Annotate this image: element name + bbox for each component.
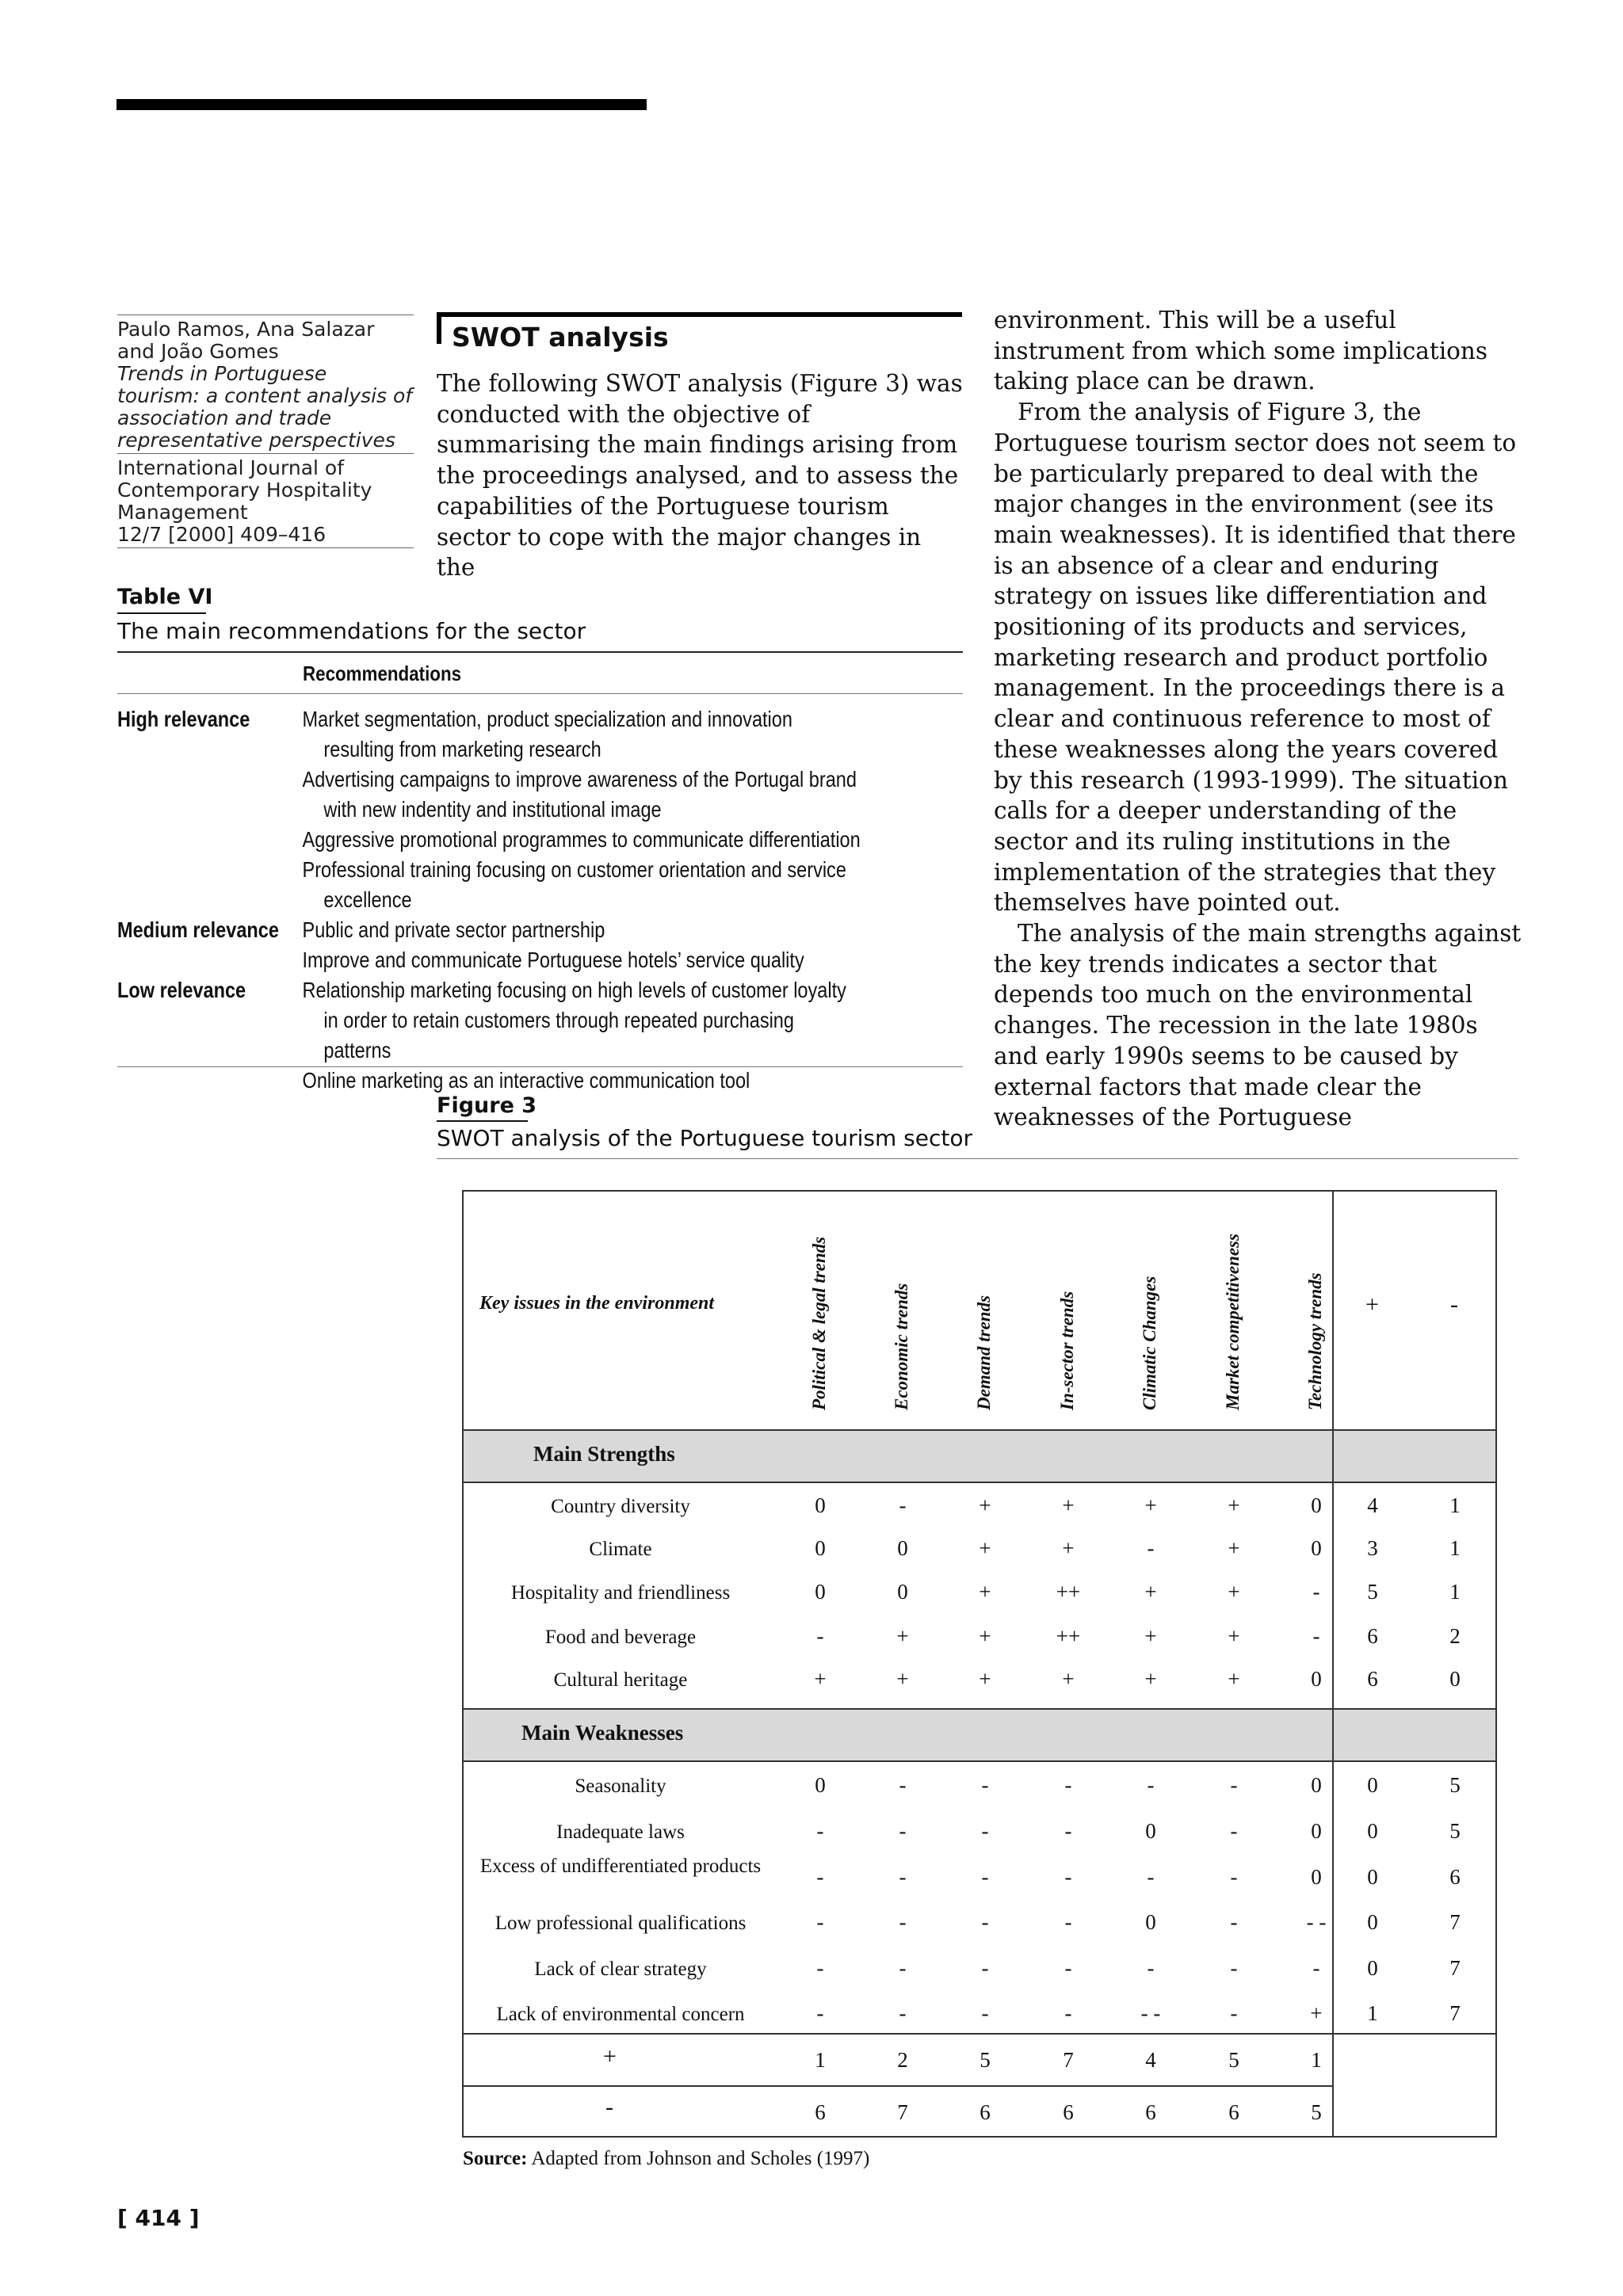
- minus-count: 1: [1449, 1580, 1461, 1604]
- row-label: Inadequate laws: [556, 1821, 685, 1843]
- recommendation: Aggressive promotional programmes to communicate differentiation: [302, 827, 861, 852]
- matrix-cell: -: [1064, 1773, 1072, 1797]
- column-header-trend: Economic trends: [892, 1283, 911, 1410]
- relevance-level: Low relevance: [117, 978, 246, 1002]
- matrix-cell: -: [981, 1910, 989, 1934]
- plus-count: 4: [1367, 1493, 1378, 1517]
- matrix-cell: 0: [815, 1536, 826, 1560]
- matrix-cell: -: [1064, 1956, 1072, 1980]
- authors: Paulo Ramos, Ana Salazar and João Gomes: [117, 318, 375, 363]
- matrix-cell: +: [1228, 1536, 1240, 1560]
- total-plus-cell: 5: [1228, 2048, 1239, 2072]
- matrix-cell: -: [981, 1773, 989, 1797]
- total-plus-cell: 1: [815, 2048, 826, 2072]
- matrix-cell: -: [1230, 1956, 1238, 1980]
- matrix-rule: [462, 1760, 1497, 1762]
- matrix-cell: 0: [1311, 1493, 1322, 1517]
- matrix-cell: -: [981, 1819, 989, 1843]
- matrix-cell: -: [816, 2001, 824, 2025]
- matrix-cell: 0: [1145, 1819, 1156, 1843]
- matrix-cell: ++: [1056, 1624, 1081, 1648]
- relevance-level: High relevance: [117, 707, 250, 731]
- plus-count: 1: [1367, 2001, 1378, 2025]
- recommendation: Relationship marketing focusing on high levels of customer loyalty in order to retain customers through repeated purchasing patterns: [302, 978, 846, 1062]
- table-rule: [117, 651, 963, 653]
- matrix-cell: +: [1144, 1580, 1157, 1604]
- matrix-cell: -: [981, 2001, 989, 2025]
- matrix-cell: +: [1144, 1667, 1157, 1691]
- paragraph: The analysis of the main strengths against the key trends indicates a sector that depends too much on the environmental changes. The recession in the late 1980s and early 1990s seems to be caused by external factors that made clear the weaknesses of the Portuguese: [994, 920, 1522, 1131]
- matrix-cell: ++: [1056, 1580, 1081, 1604]
- source-text: Adapted from Johnson and Scholes (1997): [527, 2148, 870, 2169]
- matrix-cell: +: [1228, 1624, 1240, 1648]
- matrix-cell: +: [979, 1624, 991, 1648]
- row-label: Country diversity: [551, 1496, 690, 1517]
- plus-count: 6: [1367, 1624, 1378, 1648]
- table-label-underline: [117, 612, 206, 614]
- matrix-cell: -: [1147, 1865, 1155, 1889]
- table-row: [117, 704, 863, 915]
- matrix-cell: -: [1230, 1773, 1238, 1797]
- recommendation: Improve and communicate Portuguese hotels’ service quality: [302, 948, 804, 972]
- plus-column-header: +: [1365, 1291, 1379, 1318]
- figure-source: [463, 2147, 869, 2171]
- matrix-cell: -: [981, 1865, 989, 1889]
- matrix-cell: +: [1228, 1667, 1240, 1691]
- total-minus-cell: 7: [897, 2100, 908, 2124]
- total-minus-cell: 5: [1311, 2100, 1322, 2124]
- recommendation: Market segmentation, product specialization and innovation resulting from marketing research: [302, 707, 792, 761]
- matrix-cell: +: [814, 1667, 827, 1691]
- recommendation: Professional training focusing on customer orientation and service excellence: [302, 857, 846, 912]
- key-issues-label: Key issues in the environment: [479, 1293, 715, 1314]
- matrix-cell: -: [816, 1956, 824, 1980]
- plus-count: 3: [1367, 1536, 1378, 1560]
- matrix-cell: -: [1230, 1910, 1238, 1934]
- matrix-cell: +: [979, 1536, 991, 1560]
- middle-column-text: [437, 368, 964, 583]
- table-caption: The main recommendations for the sector: [117, 618, 586, 644]
- plus-count: 5: [1367, 1580, 1378, 1604]
- total-plus-cell: 7: [1063, 2048, 1074, 2072]
- minus-count: 7: [1449, 1956, 1461, 1980]
- matrix-cell: 0: [897, 1580, 908, 1604]
- matrix-cell: - -: [1140, 2001, 1161, 2025]
- row-label: Low professional qualifications: [495, 1913, 747, 1934]
- matrix-cell: -: [981, 1956, 989, 1980]
- totals-plus-label: +: [603, 2043, 617, 2069]
- total-minus-cell: 6: [1228, 2100, 1239, 2124]
- minus-count: 5: [1449, 1773, 1461, 1797]
- matrix-cell: -: [1147, 1536, 1155, 1560]
- row-label: Climate: [589, 1539, 652, 1560]
- article-title: Trends in Portuguese tourism: a content analysis of association and trade representative perspectives: [117, 362, 413, 452]
- plus-count: 0: [1367, 1865, 1378, 1889]
- matrix-cell: - -: [1306, 1910, 1327, 1934]
- total-minus-cell: 6: [1063, 2100, 1074, 2124]
- figure-caption: SWOT analysis of the Portuguese tourism sector: [437, 1125, 972, 1151]
- matrix-cell: 0: [815, 1773, 826, 1797]
- matrix-cell: -: [1064, 1819, 1072, 1843]
- matrix-cell: +: [1144, 1493, 1157, 1517]
- total-plus-cell: 1: [1311, 2048, 1322, 2072]
- minus-count: 6: [1449, 1865, 1461, 1889]
- row-label: Excess of undifferentiated products: [479, 1855, 762, 1877]
- figure-label: Figure 3: [437, 1093, 537, 1118]
- journal-issue: 12/7 [2000] 409–416: [117, 523, 327, 546]
- plus-count: 0: [1367, 1773, 1378, 1797]
- article-sidebar: [117, 313, 414, 551]
- matrix-cell: 0: [1311, 1819, 1322, 1843]
- matrix-cell: +: [896, 1667, 909, 1691]
- matrix-rule: [462, 2033, 1497, 2035]
- plus-count: 0: [1367, 1910, 1378, 1934]
- matrix-cell: 0: [815, 1493, 826, 1517]
- paragraph: The following SWOT analysis (Figure 3) was conducted with the objective of summarising the main findings arising from the proceedings analysed, and to assess the capabilities of the Portuguese tourism sector to cope with the major changes in the: [437, 370, 963, 582]
- matrix-cell: -: [1064, 1865, 1072, 1889]
- column-header-trend: Climatic Changes: [1140, 1276, 1159, 1410]
- table-rule: [117, 1066, 963, 1067]
- row-label: Cultural heritage: [553, 1669, 688, 1691]
- matrix-cell: -: [816, 1865, 824, 1889]
- matrix-cell: 0: [1311, 1773, 1322, 1797]
- matrix-cell: -: [899, 1910, 907, 1934]
- total-plus-cell: 5: [980, 2048, 991, 2072]
- row-label: Lack of clear strategy: [534, 1958, 707, 1980]
- row-label: Lack of environmental concern: [496, 2004, 745, 2025]
- matrix-cell: -: [1064, 1910, 1072, 1934]
- sidebar-rule: [117, 453, 414, 454]
- recommendation: Online marketing as an interactive communication tool: [302, 1068, 750, 1093]
- matrix-cell: -: [816, 1819, 824, 1843]
- matrix-cell: -: [1147, 1956, 1155, 1980]
- total-minus-cell: 6: [1145, 2100, 1156, 2124]
- matrix-cell: -: [1312, 1624, 1320, 1648]
- minus-count: 0: [1449, 1667, 1461, 1691]
- header-rule: [116, 99, 647, 110]
- row-label: Hospitality and friendliness: [510, 1582, 731, 1604]
- matrix-cell: -: [899, 1819, 907, 1843]
- row-label: Food and beverage: [544, 1627, 697, 1648]
- paragraph: environment. This will be a useful instrument from which some implications taking place can be drawn.: [994, 307, 1488, 395]
- matrix-cell: -: [1230, 1819, 1238, 1843]
- swot-matrix: [462, 1190, 1497, 2138]
- matrix-cell: -: [899, 1865, 907, 1889]
- column-header-trend: Political & legal trends: [809, 1236, 829, 1410]
- recommendation: Advertising campaigns to improve awareness of the Portugal brand with new indentity and institutional image: [302, 767, 857, 822]
- matrix-cell: 0: [1311, 1536, 1322, 1560]
- section-rule-tick: [437, 312, 441, 344]
- relevance-level: Medium relevance: [117, 917, 279, 942]
- matrix-cell: +: [1144, 1624, 1157, 1648]
- totals-minus-label: -: [605, 2094, 613, 2120]
- matrix-cell: +: [1062, 1493, 1075, 1517]
- matrix-cell: -: [899, 1956, 907, 1980]
- plus-count: 6: [1367, 1667, 1378, 1691]
- matrix-cell: 0: [1311, 1667, 1322, 1691]
- matrix-cell: +: [979, 1580, 991, 1604]
- table-row: [117, 915, 863, 975]
- matrix-cell: 0: [1311, 1865, 1322, 1889]
- minus-count: 5: [1449, 1819, 1461, 1843]
- matrix-cell: -: [1312, 1956, 1320, 1980]
- minus-count: 7: [1449, 2001, 1461, 2025]
- table-column-header: Recommendations: [303, 662, 462, 685]
- plus-count: 0: [1367, 1956, 1378, 1980]
- matrix-cell: -: [1230, 1865, 1238, 1889]
- minus-count: 1: [1449, 1536, 1461, 1560]
- column-header-trend: In-sector trends: [1057, 1291, 1077, 1410]
- matrix-cell: -: [899, 1773, 907, 1797]
- minus-count: 2: [1449, 1624, 1461, 1648]
- right-column-text: [994, 305, 1525, 1133]
- table-row: [117, 975, 863, 1096]
- column-header-trend: Market competitiveness: [1223, 1234, 1243, 1410]
- table-label: Table VI: [117, 585, 213, 609]
- recommendations-table: [117, 704, 863, 1096]
- recommendation: Public and private sector partnership: [302, 917, 605, 942]
- matrix-cell: +: [1310, 2001, 1323, 2025]
- matrix-cell: +: [979, 1667, 991, 1691]
- journal-name: International Journal of Contemporary Hospitality Management: [117, 456, 372, 524]
- matrix-rule: [462, 1708, 1497, 1710]
- plus-count: 0: [1367, 1819, 1378, 1843]
- matrix-cell: 0: [897, 1536, 908, 1560]
- matrix-cell: -: [1064, 2001, 1072, 2025]
- strengths-heading: Main Strengths: [533, 1442, 675, 1466]
- matrix-rule: [462, 2085, 1332, 2087]
- column-header-trend: Technology trends: [1305, 1272, 1325, 1410]
- minus-count: 7: [1449, 1910, 1461, 1934]
- sidebar-rule: [117, 547, 414, 548]
- matrix-cell: +: [1062, 1536, 1075, 1560]
- total-minus-cell: 6: [980, 2100, 991, 2124]
- matrix-cell: -: [816, 1624, 824, 1648]
- matrix-cell: -: [1147, 1773, 1155, 1797]
- matrix-cell: +: [1228, 1493, 1240, 1517]
- minus-column-header: -: [1450, 1291, 1458, 1318]
- matrix-cell: +: [979, 1493, 991, 1517]
- column-header-trend: Demand trends: [974, 1295, 994, 1410]
- matrix-cell: -: [816, 1910, 824, 1934]
- total-minus-cell: 6: [815, 2100, 826, 2124]
- table-rule: [117, 693, 963, 694]
- page-number: [ 414 ]: [117, 2205, 200, 2231]
- matrix-cell: 0: [1145, 1910, 1156, 1934]
- paragraph: From the analysis of Figure 3, the Portuguese tourism sector does not seem to be particularly prepared to deal with the major changes in the environment (see its main weaknesses). It is identified that there is an absence of a clear and enduring strategy on issues like differentiation and positioning of its products and services, marketing research and product portfolio management. In the proceedings there is a clear and continuous reference to most of these weaknesses along the years covered by this research (1993-1999). The situation calls for a deeper understanding of the sector and its ruling institutions in the implementation of the strategies that they themselves have pointed out.: [994, 399, 1517, 917]
- matrix-rule: [462, 1482, 1497, 1483]
- matrix-cell: +: [896, 1624, 909, 1648]
- matrix-column-divider: [1332, 1190, 1334, 2138]
- row-label: Seasonality: [575, 1775, 666, 1797]
- matrix-cell: +: [1062, 1667, 1075, 1691]
- matrix-cell: 0: [815, 1580, 826, 1604]
- total-plus-cell: 2: [897, 2048, 908, 2072]
- section-rule: [437, 312, 962, 317]
- minus-count: 1: [1449, 1493, 1461, 1517]
- matrix-cell: -: [899, 2001, 907, 2025]
- matrix-cell: -: [1230, 2001, 1238, 2025]
- matrix-cell: -: [899, 1493, 907, 1517]
- section-heading: SWOT analysis: [452, 322, 669, 353]
- weaknesses-heading: Main Weaknesses: [521, 1721, 684, 1745]
- matrix-cell: -: [1312, 1580, 1320, 1604]
- figure-label-underline: [437, 1120, 528, 1122]
- total-plus-cell: 4: [1145, 2048, 1156, 2072]
- source-label: Source:: [463, 2148, 528, 2169]
- figure-rule: [437, 1158, 1518, 1159]
- matrix-cell: +: [1228, 1580, 1240, 1604]
- matrix-rule: [462, 1429, 1497, 1431]
